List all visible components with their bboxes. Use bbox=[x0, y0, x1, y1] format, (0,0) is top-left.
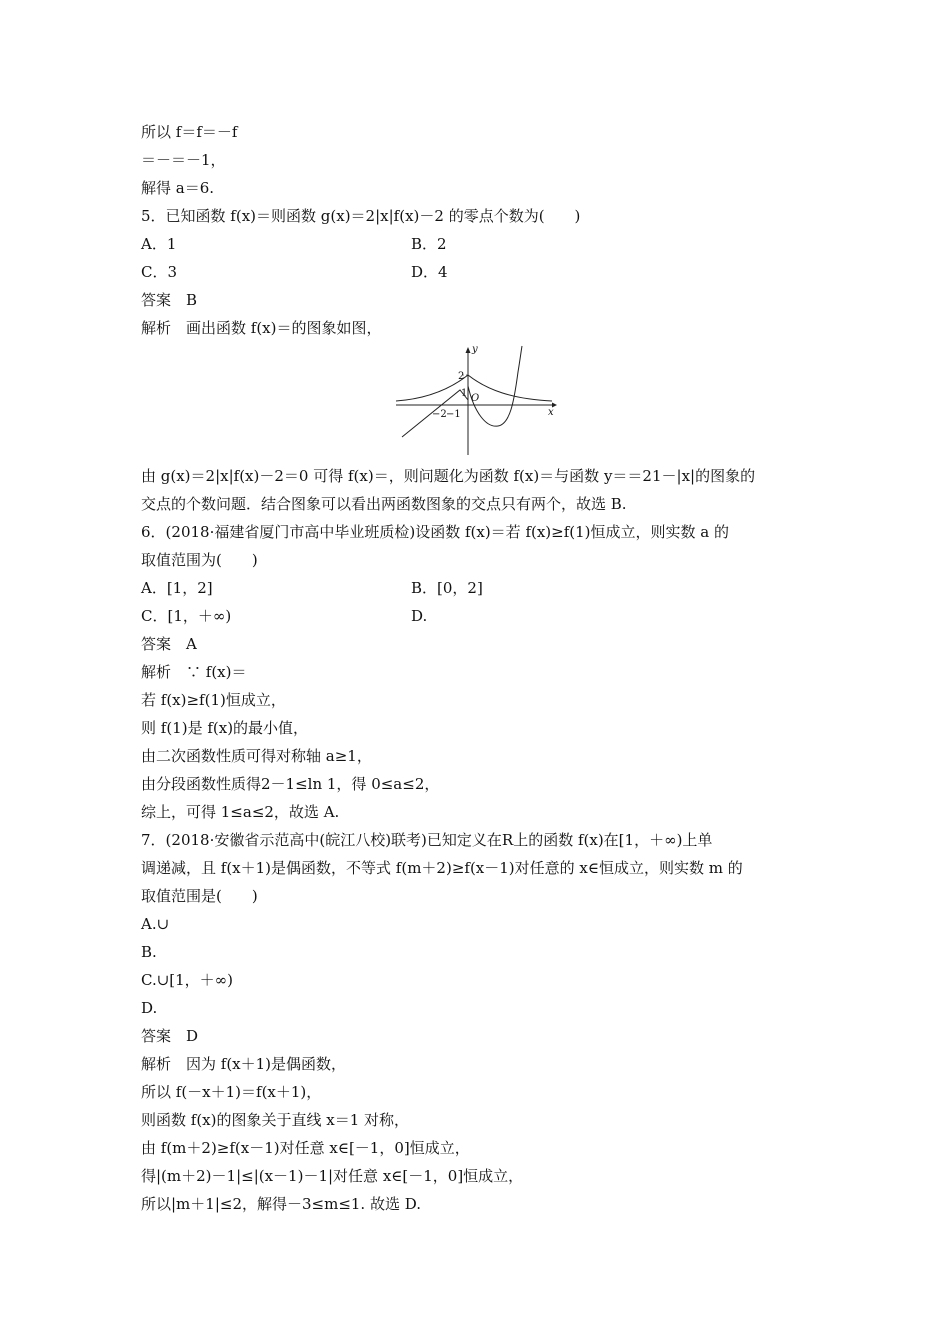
analysis-line: 解析 ∵ f(x)＝ bbox=[141, 663, 247, 681]
tick-label-1: 1 bbox=[461, 388, 468, 399]
origin-label: O bbox=[471, 393, 480, 404]
question-5: 5．已知函数 f(x)＝则函数 g(x)＝2|x|f(x)－2 的零点个数为( ) bbox=[141, 207, 581, 225]
option-b: B．[0，2] bbox=[411, 579, 483, 597]
text-line: 则函数 f(x)的图象关于直线 x＝1 对称， bbox=[141, 1111, 410, 1129]
y-axis-label: y bbox=[472, 344, 478, 355]
right-curve-branch bbox=[468, 346, 522, 426]
text-line: 取值范围是( ) bbox=[141, 887, 258, 905]
text-line: 若 f(x)≥f(1)恒成立， bbox=[141, 691, 286, 709]
option-d: D. bbox=[411, 607, 428, 625]
option-c: C．3 bbox=[141, 263, 178, 281]
text-line: 所以|m＋1|≤2，解得－3≤m≤1. 故选 D. bbox=[141, 1195, 421, 1213]
text-line: 由分段函数性质得2－1≤ln 1，得 0≤a≤2， bbox=[141, 775, 440, 793]
text-line: ＝－＝－1， bbox=[141, 151, 226, 169]
text-line: 则 f(1)是 f(x)的最小值， bbox=[141, 719, 309, 737]
option-a: A.∪ bbox=[141, 915, 170, 933]
option-d: D．4 bbox=[411, 263, 448, 281]
option-c: C.∪[1，＋∞) bbox=[141, 971, 234, 989]
tick-label-neg2: −2 bbox=[432, 409, 447, 420]
analysis-line: 解析 因为 f(x＋1)是偶函数， bbox=[141, 1055, 347, 1073]
text-line: 得|(m＋2)－1|≤|(x－1)－1|对任意 x∈[－1，0]恒成立， bbox=[141, 1167, 524, 1185]
text-line: 解得 a＝6. bbox=[141, 179, 215, 197]
text-line: 交点的个数问题．结合图象可以看出两函数图象的交点只有两个，故选 B. bbox=[141, 495, 627, 513]
x-axis-label: x bbox=[548, 407, 554, 418]
answer-line: 答案 B bbox=[141, 291, 198, 309]
option-d: D. bbox=[141, 999, 158, 1017]
text-line: 综上，可得 1≤a≤2，故选 A. bbox=[141, 803, 340, 821]
text-line: 取值范围为( ) bbox=[141, 551, 258, 569]
text-line: 由二次函数性质可得对称轴 a≥1， bbox=[141, 747, 372, 765]
option-b: B. bbox=[141, 943, 157, 961]
text-line: 所以 f(－x＋1)＝f(x＋1)， bbox=[141, 1083, 322, 1101]
function-graph bbox=[394, 342, 559, 457]
text-line: 由 g(x)＝2|x|f(x)－2＝0 可得 f(x)＝，则问题化为函数 f(x)＝与函数 y＝＝21－|x|的图象的 bbox=[141, 467, 756, 485]
analysis-line: 解析 画出函数 f(x)＝的图象如图， bbox=[141, 319, 382, 337]
text-line: 由 f(m＋2)≥f(x－1)对任意 x∈[－1，0]恒成立， bbox=[141, 1139, 470, 1157]
option-a: A．1 bbox=[141, 235, 177, 253]
answer-line: 答案 D bbox=[141, 1027, 199, 1045]
question-7: 7．(2018·安徽省示范高中(皖江八校)联考)已知定义在R上的函数 f(x)在[1，＋∞)上单 bbox=[141, 831, 713, 849]
question-6: 6．(2018·福建省厦门市高中毕业班质检)设函数 f(x)＝若 f(x)≥f(1)恒成立，则实数 a 的 bbox=[141, 523, 730, 541]
text-line: 所以 f＝f＝－f bbox=[141, 123, 238, 141]
tick-label-neg1: −1 bbox=[446, 409, 461, 420]
option-b: B．2 bbox=[411, 235, 447, 253]
answer-line: 答案 A bbox=[141, 635, 197, 653]
option-c: C．[1，＋∞) bbox=[141, 607, 232, 625]
y-axis-arrow-icon bbox=[466, 347, 471, 353]
tick-label-2: 2 bbox=[458, 371, 465, 382]
option-a: A．[1，2] bbox=[141, 579, 213, 597]
text-line: 调递减，且 f(x＋1)是偶函数，不等式 f(m＋2)≥f(x－1)对任意的 x∈恒成立，则实数 m 的 bbox=[141, 859, 743, 877]
